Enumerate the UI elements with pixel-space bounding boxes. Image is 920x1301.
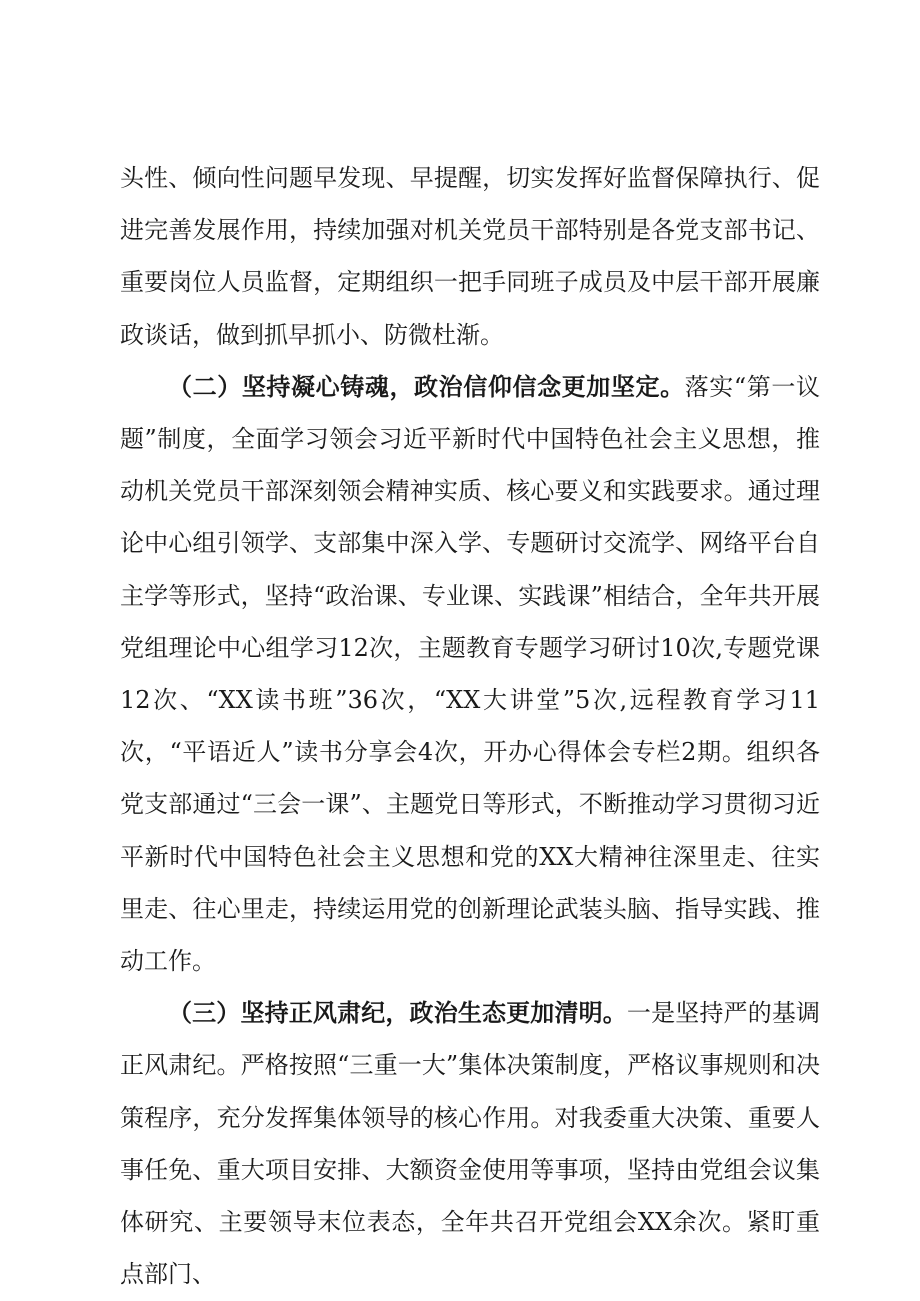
paragraph-section-3 [120,987,820,1300]
paragraph-text: 一是坚持严的基调正风肃纪。严格按照“三重一大”集体决策制度，严格议事规则和决策程序，充分发挥集体领导的核心作用。对我委重大决策、重要人事任免、重大项目安排、大额资金使用等事项，坚持由党组会议集体研究、主要领导末位表态，全年共召开党组会XX余次。紧盯重点部门、 [120,999,820,1289]
section-heading: （二）坚持凝心铸魂，政治信仰信念更加坚定。 [168,371,685,401]
section-heading: （三）坚持正风肃纪，政治生态更加清明。 [168,998,627,1028]
paragraph-text: 落实“第一议题”制度，全面学习领会习近平新时代中国特色社会主义思想，推动机关党员干部深刻领会精神实质、核心要义和实践要求。通过理论中心组引领学、支部集中深入学、专题研讨交流学、网络平台自主学等形式，坚持“政治课、专业课、实践课”相结合，全年共开展党组理论中心组学习12次，主题教育专题学习研讨10次,专题党课12次、“XX读书班”36次，“XX大讲堂”5次,远程教育学习11次，“平语近人”读书分享会4次，开办心得体会专栏2期。组织各党支部通过“三会一课”、主题党日等形式，不断推动学习贯彻习近平新时代中国特色社会主义思想和党的XX大精神往深里走、往实里走、往心里走，持续运用党的创新理论武装头脑、指导实践、推动工作。 [120,372,820,976]
paragraph-section-2 [120,361,820,987]
document-body [120,152,820,1300]
paragraph-continuation [120,152,820,361]
paragraph-text: 头性、倾向性问题早发现、早提醒，切实发挥好监督保障执行、促进完善发展作用，持续加强对机关党员干部特别是各党支部书记、重要岗位人员监督，定期组织一把手同班子成员及中层干部开展廉政谈话，做到抓早抓小、防微杜渐。 [120,164,820,349]
